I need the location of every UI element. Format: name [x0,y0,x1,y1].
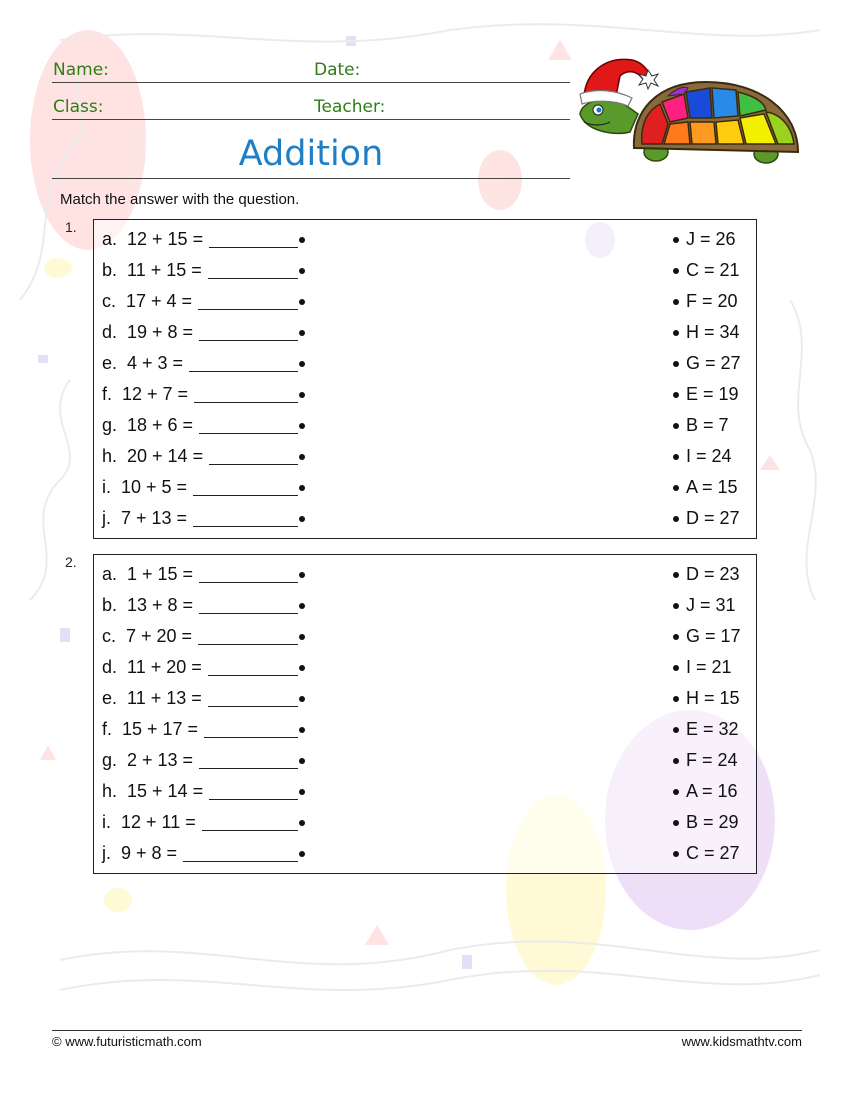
match-row [94,348,756,379]
match-row [94,503,756,534]
question-dot[interactable] [299,572,305,578]
question-dot[interactable] [299,820,305,826]
question-dot[interactable] [299,727,305,733]
answer-blank[interactable] [199,768,298,769]
answer-blank[interactable] [209,799,298,800]
answer-option: B = 7 [686,415,729,435]
section-number: 2. [65,554,77,570]
question-text: e. 4 + 3 = [102,353,184,373]
answer-blank[interactable] [199,582,298,583]
match-row [94,224,756,255]
question-text: i. 10 + 5 = [102,477,188,497]
question-text: a. 12 + 15 = [102,229,204,249]
answer-option: I = 24 [686,446,732,466]
answer-blank[interactable] [198,644,298,645]
name-label: Name: [53,60,109,80]
match-row [94,286,756,317]
name-line [52,82,570,83]
answer-option: D = 23 [686,564,740,584]
answer-dot[interactable] [673,237,679,243]
question-dot[interactable] [299,485,305,491]
answer-blank[interactable] [208,675,298,676]
answer-option: F = 24 [686,750,738,770]
answer-blank[interactable] [204,737,298,738]
answer-dot[interactable] [673,485,679,491]
answer-dot[interactable] [673,758,679,764]
answer-blank[interactable] [199,433,298,434]
footer-divider [52,1030,802,1031]
page-title: Addition [238,134,384,174]
match-row [94,559,756,590]
question-dot[interactable] [299,268,305,274]
answer-dot[interactable] [673,516,679,522]
question-text: a. 1 + 15 = [102,564,194,584]
answer-option: I = 21 [686,657,732,677]
section-number: 1. [65,219,77,235]
question-text: g. 2 + 13 = [102,750,194,770]
instruction-text: Match the answer with the question. [60,191,300,208]
answer-dot[interactable] [673,392,679,398]
answer-dot[interactable] [673,572,679,578]
match-row [94,838,756,869]
match-row [94,745,756,776]
matching-box [93,219,757,539]
question-dot[interactable] [299,516,305,522]
answer-blank[interactable] [208,706,298,707]
match-row [94,590,756,621]
title-line [52,178,570,179]
turtle-with-santa-hat-icon [576,52,802,170]
answer-dot[interactable] [673,423,679,429]
answer-dot[interactable] [673,696,679,702]
question-dot[interactable] [299,299,305,305]
match-row [94,807,756,838]
question-dot[interactable] [299,634,305,640]
answer-dot[interactable] [673,634,679,640]
question-text: h. 20 + 14 = [102,446,204,466]
answer-dot[interactable] [673,299,679,305]
question-text: e. 11 + 13 = [102,688,202,708]
answer-option: B = 29 [686,812,739,832]
match-row [94,255,756,286]
match-row [94,410,756,441]
question-text: f. 15 + 17 = [102,719,199,739]
answer-blank[interactable] [209,464,298,465]
answer-dot[interactable] [673,268,679,274]
answer-option: E = 19 [686,384,739,404]
answer-blank[interactable] [189,371,298,372]
match-row [94,441,756,472]
answer-blank[interactable] [202,830,298,831]
match-row [94,317,756,348]
match-row [94,379,756,410]
answer-blank[interactable] [208,278,298,279]
question-dot[interactable] [299,603,305,609]
date-label: Date: [314,60,361,80]
answer-option: F = 20 [686,291,738,311]
question-text: d. 19 + 8 = [102,322,194,342]
class-line [52,119,570,120]
answer-blank[interactable] [183,861,298,862]
answer-option: H = 34 [686,322,740,342]
answer-dot[interactable] [673,330,679,336]
question-dot[interactable] [299,851,305,857]
question-text: c. 7 + 20 = [102,626,193,646]
match-row [94,472,756,503]
answer-option: J = 31 [686,595,736,615]
question-text: b. 11 + 15 = [102,260,202,280]
question-text: g. 18 + 6 = [102,415,194,435]
question-text: b. 13 + 8 = [102,595,194,615]
answer-option: D = 27 [686,508,740,528]
answer-dot[interactable] [673,603,679,609]
answer-blank[interactable] [209,247,298,248]
match-row [94,683,756,714]
question-dot[interactable] [299,789,305,795]
question-dot[interactable] [299,237,305,243]
teacher-label: Teacher: [314,97,386,117]
question-dot[interactable] [299,696,305,702]
footer-right-link[interactable]: www.kidsmathtv.com [681,1034,802,1049]
answer-blank[interactable] [193,495,298,496]
question-dot[interactable] [299,423,305,429]
footer-left-link[interactable]: © www.futuristicmath.com [52,1034,202,1049]
answer-dot[interactable] [673,665,679,671]
answer-dot[interactable] [673,454,679,460]
question-text: f. 12 + 7 = [102,384,189,404]
match-row [94,776,756,807]
question-dot[interactable] [299,361,305,367]
question-dot[interactable] [299,665,305,671]
answer-dot[interactable] [673,361,679,367]
question-dot[interactable] [299,392,305,398]
question-text: j. 7 + 13 = [102,508,188,528]
answer-dot[interactable] [673,727,679,733]
answer-option: G = 17 [686,626,741,646]
question-text: i. 12 + 11 = [102,812,196,832]
answer-blank[interactable] [199,613,298,614]
question-text: j. 9 + 8 = [102,843,178,863]
class-label: Class: [53,97,104,117]
answer-blank[interactable] [194,402,298,403]
answer-blank[interactable] [193,526,298,527]
question-text: h. 15 + 14 = [102,781,204,801]
answer-dot[interactable] [673,820,679,826]
answer-blank[interactable] [199,340,298,341]
answer-option: A = 16 [686,781,738,801]
question-text: c. 17 + 4 = [102,291,193,311]
match-row [94,714,756,745]
answer-dot[interactable] [673,851,679,857]
match-row [94,652,756,683]
answer-option: C = 21 [686,260,740,280]
answer-option: C = 27 [686,843,740,863]
answer-option: G = 27 [686,353,741,373]
question-text: d. 11 + 20 = [102,657,202,677]
answer-blank[interactable] [198,309,298,310]
answer-option: J = 26 [686,229,736,249]
answer-option: E = 32 [686,719,739,739]
match-row [94,621,756,652]
answer-option: H = 15 [686,688,740,708]
question-dot[interactable] [299,758,305,764]
answer-option: A = 15 [686,477,738,497]
question-dot[interactable] [299,330,305,336]
question-dot[interactable] [299,454,305,460]
answer-dot[interactable] [673,789,679,795]
matching-box [93,554,757,874]
